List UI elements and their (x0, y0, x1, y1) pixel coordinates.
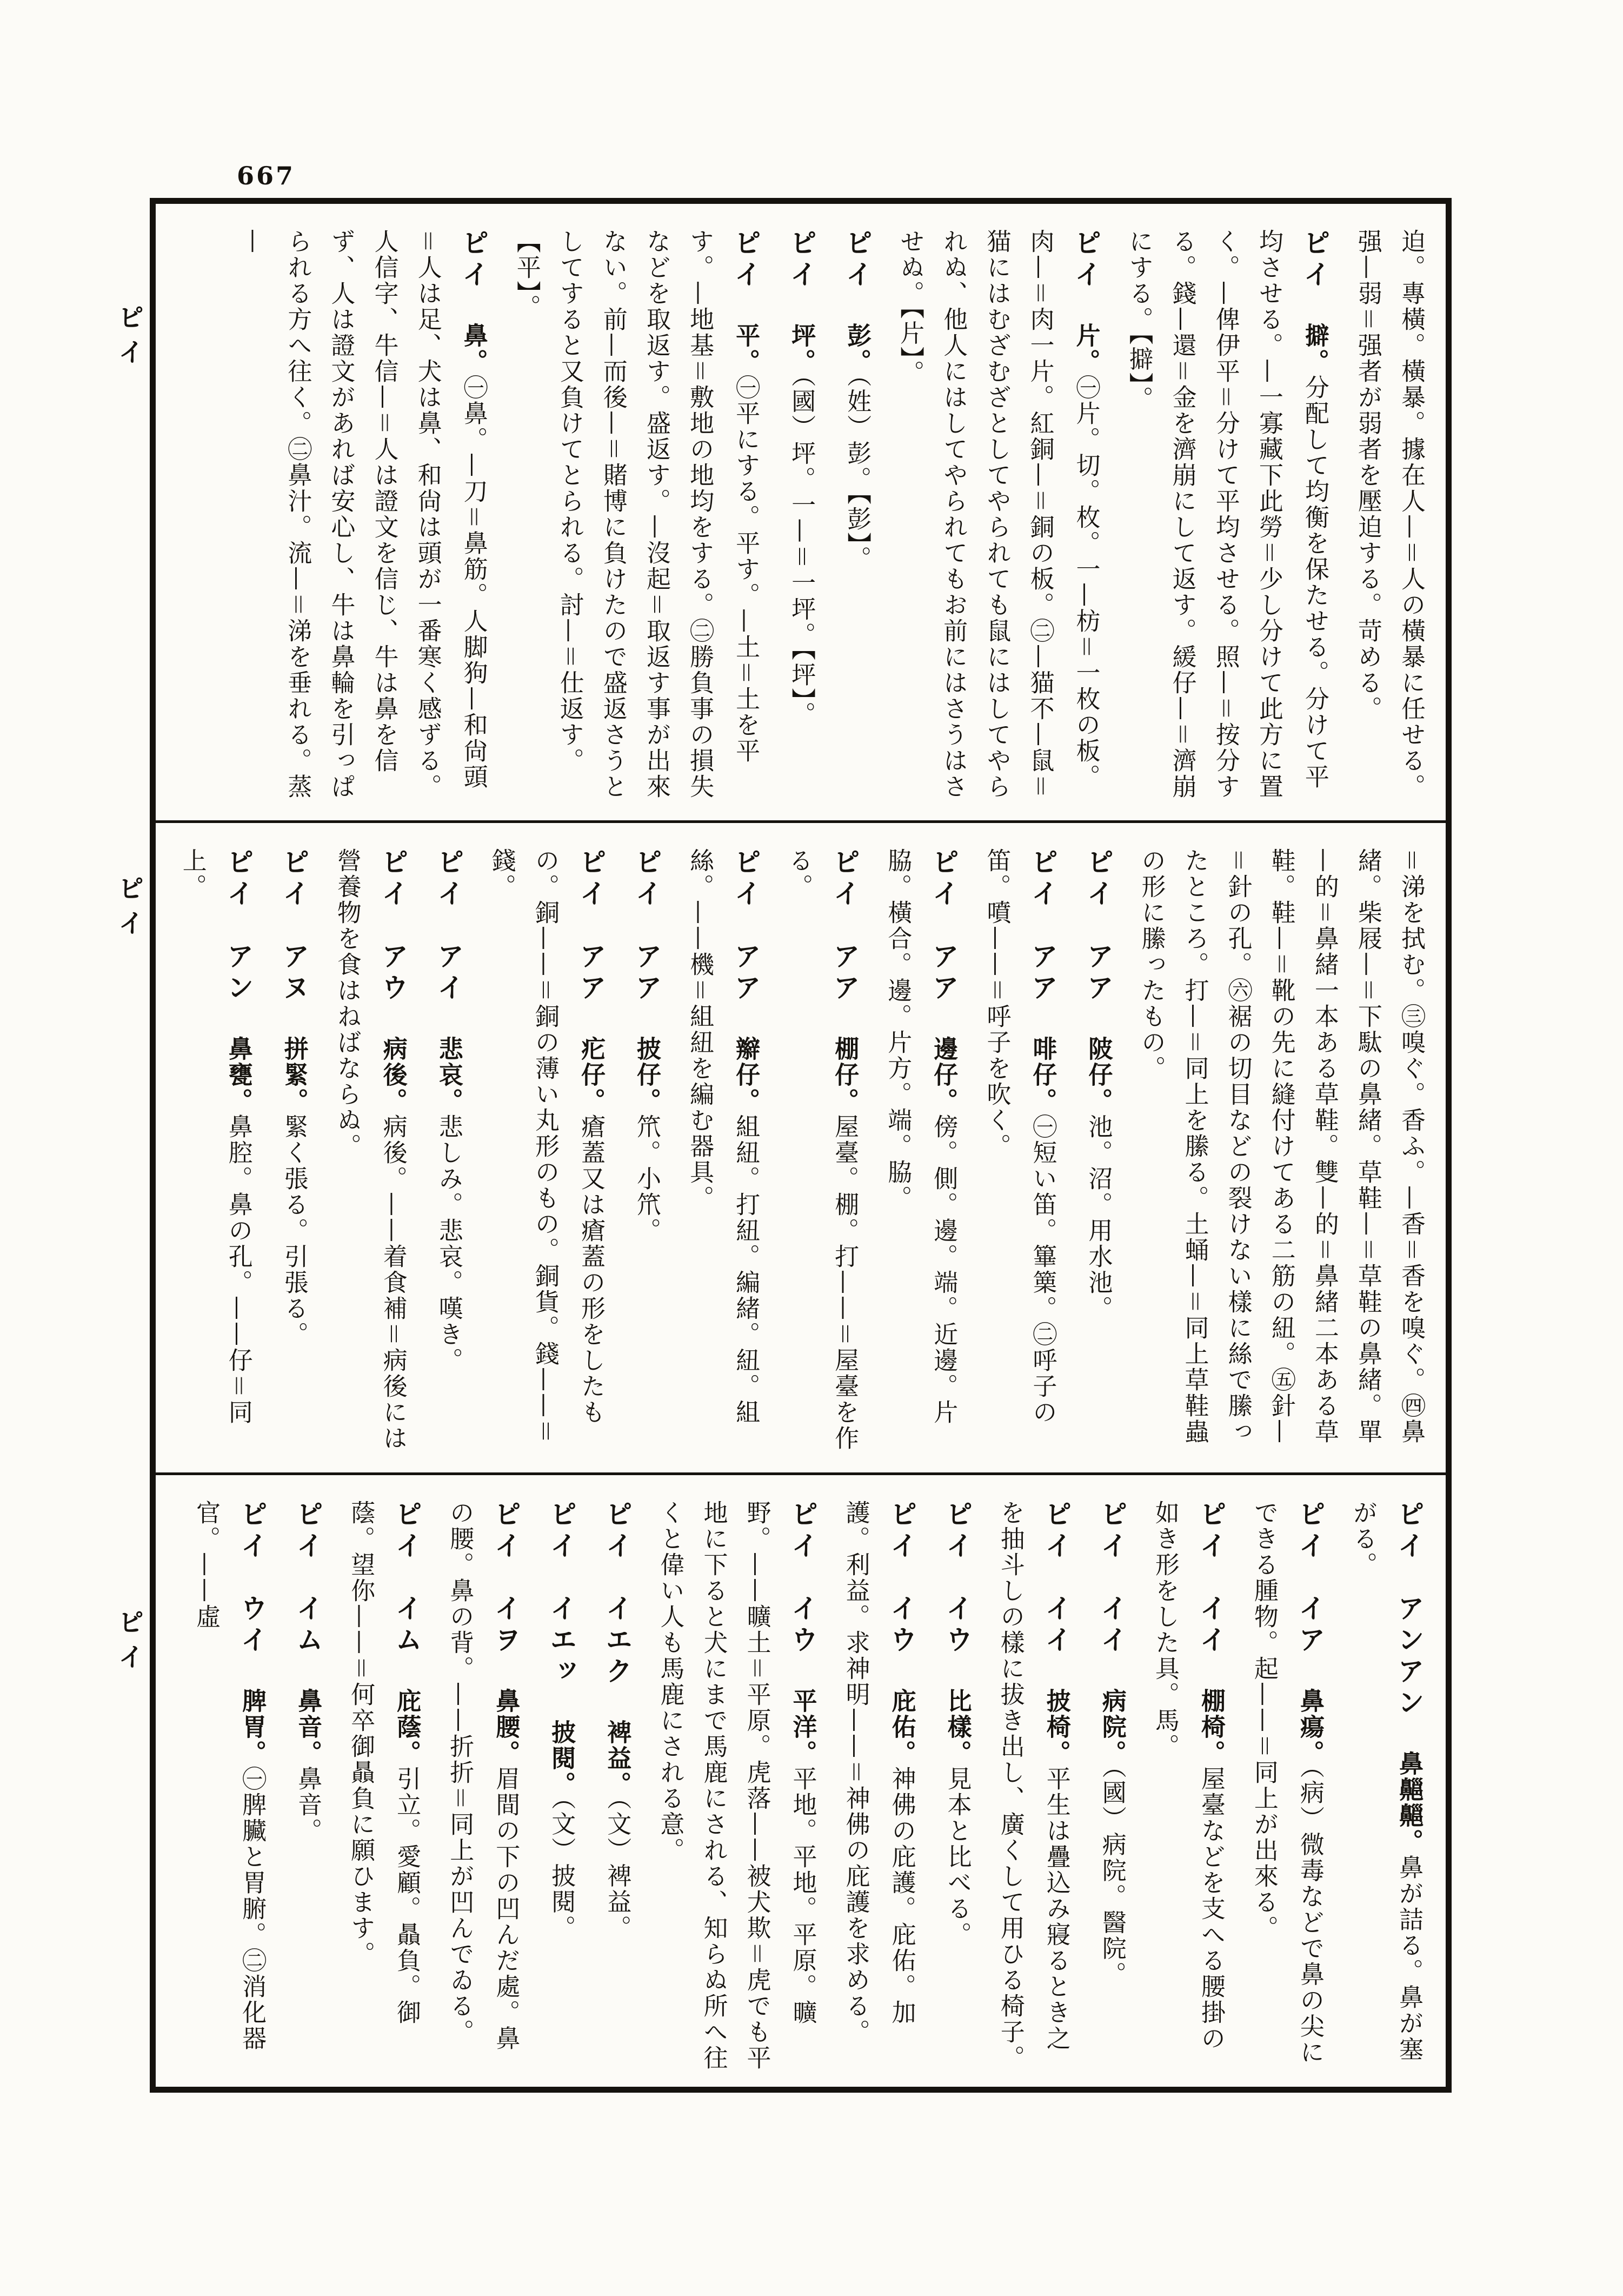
entry-reading: ピイ (1299, 229, 1331, 323)
entry-body: ㊀平にする。平す。—土＝土を平す。—地基＝敷地の地均をする。㊁勝負事の損失などを取返す。盛返す。—沒起＝取返す事が出來ない。前—而後—＝賭博に負けたので盛返さうとしてすると又負けてとられる。討—＝仕返す。【平】。 (512, 229, 761, 800)
dictionary-entry (876, 848, 967, 1458)
dictionary-entry (339, 1500, 430, 2073)
dictionary-entry (1143, 1500, 1235, 2073)
dictionary-entry (438, 1500, 529, 2073)
page-number: 667 (237, 161, 296, 190)
dictionary-entry (1088, 1500, 1136, 2073)
dictionary-entry (648, 1500, 826, 2073)
entry-headword: 啡仔。 (1028, 1036, 1057, 1114)
dictionary-entry (833, 229, 881, 806)
entry-body: ㊀脾臟と胃腑。㊁消化器官。——虛 (192, 1500, 267, 2052)
entry-headword: 辮仔。 (731, 1036, 761, 1114)
entry-reading: ピイ アン (222, 848, 254, 1036)
entry-headword: 披仔。 (632, 1036, 661, 1114)
entry-body: 平地。平地。平原。曠野。——曠土＝平原。虎落——被犬欺＝虎でも平地に下ると犬にまで馬鹿にされる、知らぬ所へ往くと偉い人も馬鹿にされる意。 (656, 1500, 817, 2072)
entry-headword: 平。 (731, 323, 761, 375)
entry-body: 悲しみ。悲哀。嘆き。 (434, 1114, 463, 1373)
entry-reading: ピイ イウ (787, 1500, 819, 1688)
entry-reading: ピイ イエク (601, 1500, 633, 1720)
entry-headword: 庇蔭。 (393, 1688, 422, 1766)
entry-reading: ピイ イイ (1195, 1500, 1227, 1688)
entry-reading: ピイ (1070, 229, 1102, 323)
entry-body: ㊀鼻。—刀＝鼻筋。人脚狗—和尙頭＝人は足、犬は鼻、和尙は頭が一番寒く感ずる。人信字、牛信—＝人は證文を信じ、牛は鼻を信ず、人は證文があれば安心し、牛は鼻輪を引っぱられる方へ往く。㊁鼻汁。流—＝涕を垂れる。蒸— (240, 229, 488, 800)
entry-body: 見本と比べる。 (943, 1766, 972, 1948)
entry-headword: 鼻。 (459, 323, 488, 375)
dictionary-entry (270, 848, 318, 1458)
entry-body: 緊く張る。引張る。 (280, 1114, 309, 1348)
entry-body: 神佛の庇護。庇佑。加護。利益。求神明——＝神佛の庇護を求める。 (841, 1500, 916, 2046)
dictionary-frame (150, 198, 1452, 2093)
entry-reading: ピイ イウ (941, 1500, 973, 1688)
dictionary-entry (593, 1500, 641, 2073)
margin-tab: ピイ (114, 875, 144, 944)
entry-headword: 平洋。 (788, 1688, 817, 1766)
entry-body: ＝涕を拭む。㊂嗅ぐ。香ふ。—香＝香を嗅ぐ。㊃鼻緒。柴屐—＝下駄の鼻緒。草鞋—＝草鞋の鼻緒。單—的＝鼻緒一本ある草鞋。雙—的＝鼻緒二本ある草鞋。鞋—＝靴の先に縫付けてある二筋の紐。㊄針—＝針の孔。㊅裾の切目などの裂けない樣に絲で縢ったところ。打—＝同上を縢る。土蛹—＝同上草鞋蟲の形に縢ったもの。 (1137, 848, 1426, 1445)
entry-headword: 陂仔。 (1084, 1036, 1113, 1114)
entry-headword: 拼緊。 (280, 1036, 309, 1114)
entry-body: 分配して均衡を保たせる。分けて平均させる。—一寡藏下此勞＝少し分けて此方に置く。—俾伊平＝分けて平均させる。照—＝按分する。錢—還＝金を濟崩にして返す。緩仔—＝濟崩にする。【擗】。 (1125, 229, 1329, 800)
entry-body: （國）坪。一—＝一坪。【坪】。 (787, 375, 816, 728)
dictionary-entry (933, 1500, 981, 2073)
entry-reading: ピイ イウ (886, 1500, 917, 1688)
entry-body: 傍。側。邊。端。近邊。片脇。橫合。邊。片方。端。脇。 (883, 848, 959, 1425)
entry-headword: 疕仔。 (576, 1036, 606, 1114)
dictionary-entry (622, 848, 670, 1458)
entry-reading: ピイ アア (1082, 848, 1114, 1036)
entry-reading: ピイ アヌ (278, 848, 310, 1036)
entry-body: 組紐。打紐。編緒。紐。組絲。——機＝組紐を編む器具。 (686, 848, 761, 1425)
entry-reading: ピイ アイ (433, 848, 464, 1036)
entry-headword: 鼻瘍。 (1295, 1688, 1325, 1766)
entry-body: 屋臺などを支へる腰掛の如き形をした具。馬。 (1150, 1500, 1226, 2052)
entry-headword: 病後。 (378, 1036, 408, 1114)
entry-body: 瘡蓋又は瘡蓋の形をしたもの。銅——＝銅の薄い丸形のもの。銅貨。錢——＝錢。 (487, 848, 606, 1445)
entry-reading: ピイ アア (630, 848, 662, 1036)
dictionary-entry (325, 848, 417, 1458)
entry-reading: ピイ (730, 229, 762, 323)
entry-headword: 彭。 (843, 323, 872, 375)
entry-reading: ピイ アンアン (1393, 1500, 1425, 1751)
entry-reading: ピイ アア (928, 848, 960, 1036)
entry-body: 迫。專橫。橫暴。據在人—＝人の橫暴に任せる。强—弱＝强者が弱者を壓迫する。苛める。 (1353, 229, 1426, 800)
entry-body: 屋臺。棚。打——＝屋臺を作る。 (784, 848, 860, 1452)
entry-headword: 坪。 (787, 323, 816, 375)
dictionary-entry (505, 229, 769, 806)
entry-body: 眉間の下の凹んだ處。鼻の腰。鼻の背。——折折＝同上が凹んでゐる。 (445, 1500, 521, 2052)
entry-headword: 擗。 (1300, 323, 1329, 375)
entry-reading: ピイ イイ (1096, 1500, 1128, 1688)
dictionary-entry (888, 229, 1109, 806)
entry-reading: ピイ (841, 229, 873, 323)
entry-reading: ピイ (457, 229, 489, 323)
entry-reading: ピイ イム (391, 1500, 423, 1688)
band-middle (156, 820, 1446, 1472)
entry-reading: ピイ イア (1294, 1500, 1326, 1688)
entry-body: 池。沼。用水池。 (1084, 1114, 1113, 1322)
entry-headword: 鼻甕。 (224, 1036, 253, 1114)
dictionary-entry (184, 1500, 276, 2073)
dictionary-entry (1117, 229, 1338, 806)
dictionary-entry (1341, 1500, 1433, 2073)
entry-headword: 庇佑。 (887, 1688, 916, 1766)
entry-body: （國）病院。醫院。 (1097, 1766, 1127, 1988)
entry-reading: ピイ アア (1027, 848, 1059, 1036)
entry-reading: ピイ イイ (1040, 1500, 1072, 1688)
entry-body: ㊀片。切。枚。一—枋＝一枚の板。肉—＝肉一片。紅銅—＝銅の板。㊁—猫不—鼠＝猫にはむざむざとしてやられても鼠にはしてやられぬ、他人にはしてやられてもお前にはさうはさせぬ。【片】。 (896, 229, 1101, 800)
entry-headword: 鼻齆齆。 (1395, 1751, 1424, 1855)
entry-body: 平生は疊込み寢るとき之を抽斗しの樣に拔き出し、廣くして用ひる椅子。 (996, 1500, 1071, 2071)
band-top (156, 204, 1446, 820)
entry-body: （姓）彭。【彭】。 (843, 375, 872, 572)
entry-reading: ピイ イヲ (490, 1500, 522, 1688)
dictionary-entry (537, 1500, 585, 2073)
entry-reading: ピイ アア (730, 848, 762, 1036)
entry-reading: ピイ アア (829, 848, 861, 1036)
entry-headword: 鼻腰。 (491, 1688, 521, 1766)
dictionary-entry (171, 848, 262, 1458)
entry-body: 鼻が詰る。鼻が塞がる。 (1349, 1500, 1424, 2062)
entry-headword: 棚仔。 (830, 1036, 860, 1114)
dictionary-entry (283, 1500, 331, 2073)
margin-tab: ピイ (114, 1609, 144, 1678)
entry-body: （文）披閱。 (547, 1797, 576, 1941)
entry-headword: 脾胃。 (238, 1688, 267, 1766)
dictionary-entry (777, 848, 868, 1458)
margin-tab: ピイ (114, 304, 144, 373)
entry-body: （文）裨益。 (603, 1797, 632, 1941)
entry-body: 病後。——着食補＝病後には營養物を食はねばならぬ。 (332, 848, 408, 1452)
dictionary-entry (1129, 848, 1433, 1458)
entry-body: 引立。愛顧。贔負。御蔭。望你——＝何卒御贔負に願ひます。 (347, 1500, 422, 2026)
entry-body: （病）微毒などで鼻の尖にできる腫物。起——＝同上が出來る。 (1249, 1500, 1325, 2066)
band-bottom (156, 1472, 1446, 2087)
entry-body: ㊀短い笛。篳篥。㊁呼子の笛。噴——＝呼子を吹く。 (982, 848, 1057, 1425)
entry-headword: 悲哀。 (434, 1036, 463, 1114)
dictionary-entry (480, 848, 615, 1458)
entry-headword: 病院。 (1097, 1688, 1127, 1766)
entry-body: 鼻腔。鼻の孔。——仔＝同上。 (178, 848, 253, 1426)
entry-reading: ピイ ウイ (236, 1500, 268, 1688)
entry-headword: 披閱。 (547, 1720, 576, 1797)
entry-reading: ピイ (786, 229, 817, 323)
dictionary-entry (1242, 1500, 1334, 2073)
dictionary-entry (989, 1500, 1080, 2073)
entry-headword: 片。 (1072, 323, 1101, 375)
dictionary-entry (1346, 229, 1433, 806)
entry-headword: 披椅。 (1042, 1688, 1071, 1766)
entry-body: 鼻音。 (294, 1766, 323, 1844)
dictionary-entry (834, 1500, 926, 2073)
dictionary-entry (232, 229, 497, 806)
dictionary-entry (975, 848, 1066, 1458)
entry-reading: ピイ イム (292, 1500, 324, 1688)
dictionary-entry (1074, 848, 1122, 1458)
entry-headword: 裨益。 (603, 1720, 632, 1797)
entry-reading: ピイ アア (575, 848, 607, 1036)
entry-headword: 棚椅。 (1196, 1688, 1226, 1766)
dictionary-entry (777, 229, 825, 806)
entry-headword: 比樣。 (943, 1688, 972, 1766)
dictionary-entry (678, 848, 769, 1458)
entry-headword: 邊仔。 (929, 1036, 959, 1114)
entry-reading: ピイ アウ (377, 848, 409, 1036)
dictionary-entry (424, 848, 473, 1458)
entry-body: 笊。小笊。 (632, 1114, 661, 1244)
entry-reading: ピイ イエッ (546, 1500, 577, 1720)
entry-headword: 鼻音。 (294, 1688, 323, 1766)
